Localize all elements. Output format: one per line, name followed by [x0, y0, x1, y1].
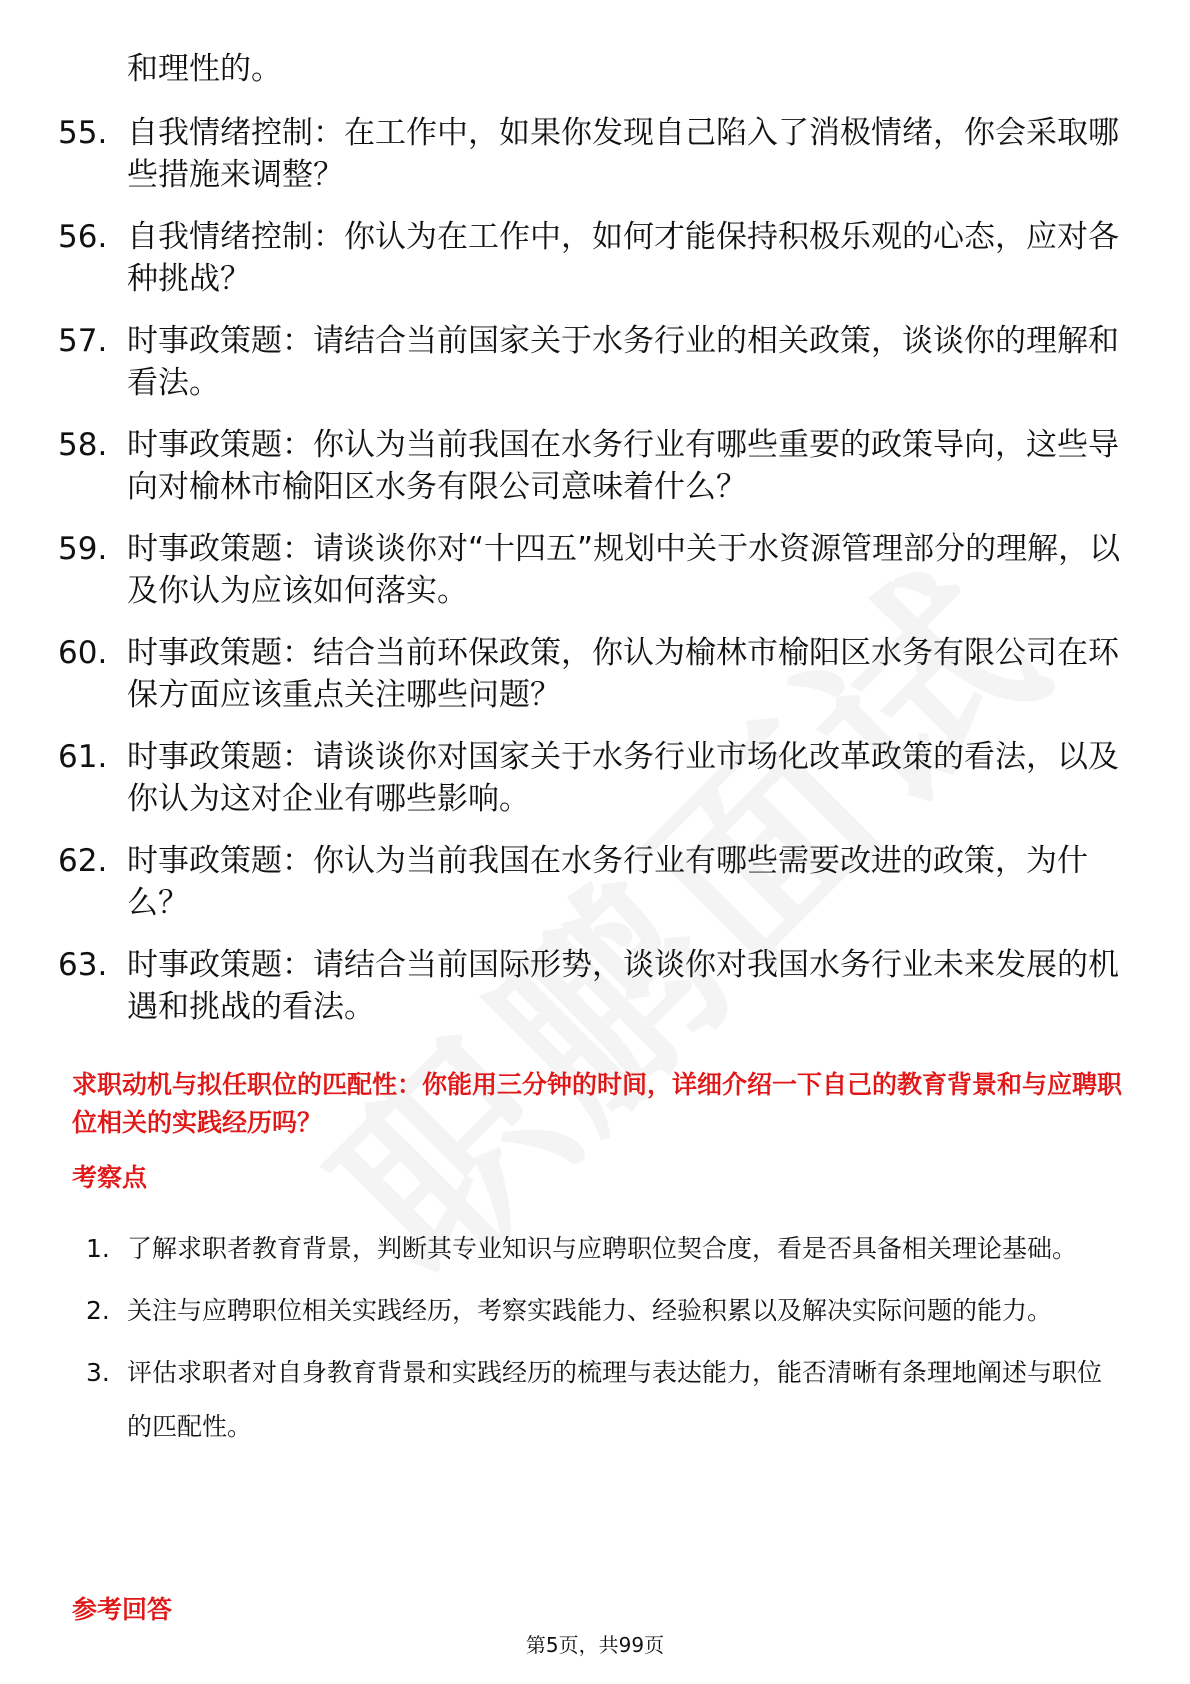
reference-answer-heading: 参考回答: [72, 1595, 173, 1624]
list-item: [58, 736, 1128, 820]
item-number: 56.: [58, 219, 108, 255]
item-text: 时事政策题：请谈谈你对国家关于水务行业市场化改革政策的看法，以及你认为这对企业有哪些影响。: [127, 739, 1119, 817]
list-item: [58, 632, 1128, 716]
list-item: [86, 1222, 1126, 1276]
item-text: 自我情绪控制：你认为在工作中，如何才能保持积极乐观的心态，应对各种挑战？: [127, 219, 1119, 297]
question-list: [58, 112, 1128, 1048]
item-number: 58.: [58, 427, 108, 463]
item-text: 时事政策题：请谈谈你对“十四五”规划中关于水资源管理部分的理解，以及你认为应该如何落实。: [127, 531, 1121, 609]
item-number: 60.: [58, 635, 108, 671]
item-number: 2.: [86, 1296, 110, 1325]
item-text: 关注与应聘职位相关实践经历，考察实践能力、经验积累以及解决实际问题的能力。: [127, 1296, 1053, 1325]
item-text: 自我情绪控制：在工作中，如果你发现自己陷入了消极情绪，你会采取哪些措施来调整？: [127, 115, 1119, 193]
item-number: 1.: [86, 1234, 110, 1263]
item-text: 时事政策题：结合当前环保政策，你认为榆林市榆阳区水务有限公司在环保方面应该重点关注哪些问题？: [127, 635, 1119, 713]
item-number: 61.: [58, 739, 108, 775]
item-text: 评估求职者对自身教育背景和实践经历的梳理与表达能力，能否清晰有条理地阐述与职位的匹配性。: [127, 1358, 1103, 1441]
item-text: 时事政策题：请结合当前国际形势，谈谈你对我国水务行业未来发展的机遇和挑战的看法。: [127, 947, 1119, 1025]
item-number: 62.: [58, 843, 108, 879]
item-text: 时事政策题：你认为当前我国在水务行业有哪些重要的政策导向，这些导向对榆林市榆阳区水务有限公司意味着什么？: [127, 427, 1119, 505]
list-item: [86, 1346, 1126, 1454]
item-number: 63.: [58, 947, 108, 983]
item-number: 59.: [58, 531, 108, 567]
item-text: 时事政策题：你认为当前我国在水务行业有哪些需要改进的政策，为什么？: [127, 843, 1088, 921]
item-text: 时事政策题：请结合当前国家关于水务行业的相关政策，谈谈你的理解和看法。: [127, 323, 1119, 401]
continuation-text: 和理性的。: [127, 51, 282, 87]
list-item: [58, 112, 1128, 196]
list-item: [58, 424, 1128, 508]
list-item: [58, 528, 1128, 612]
list-item: [58, 320, 1128, 404]
list-item: [58, 840, 1128, 924]
list-item: [58, 216, 1128, 300]
list-item: [86, 1284, 1126, 1338]
section-question-heading: 求职动机与拟任职位的匹配性：你能用三分钟的时间，详细介绍一下自己的教育背景和与应聘职位相关的实践经历吗？: [72, 1070, 1123, 1137]
item-text: 了解求职者教育背景，判断其专业知识与应聘职位契合度，看是否具备相关理论基础。: [127, 1234, 1078, 1263]
item-number: 57.: [58, 323, 108, 359]
page-number: 第5页，共99页: [525, 1633, 665, 1657]
item-number: 55.: [58, 115, 108, 151]
item-number: 3.: [86, 1358, 110, 1387]
assessment-points-heading: 考察点: [72, 1163, 148, 1192]
list-item: [58, 944, 1128, 1028]
assessment-point-list: [86, 1222, 1126, 1462]
